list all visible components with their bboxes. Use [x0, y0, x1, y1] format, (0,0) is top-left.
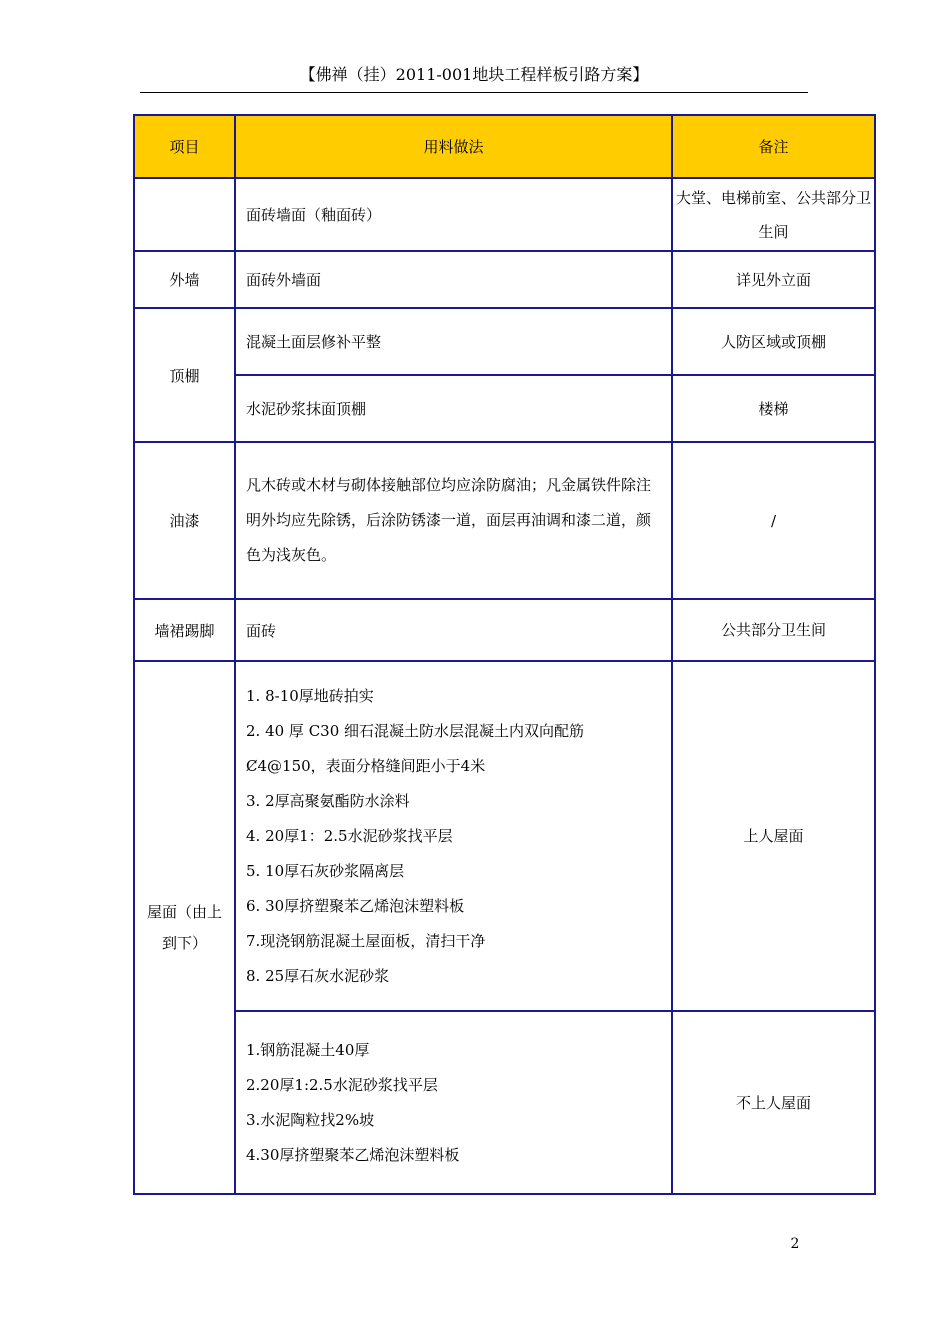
row-item-cell: 顶棚: [134, 308, 235, 442]
row-note-cell: 不上人屋面: [672, 1011, 875, 1194]
page-header-title: 【佛禅（挂）2011-001地块工程样板引路方案】: [299, 65, 649, 84]
table-row: [134, 375, 875, 442]
list-item: 2. 40 厚 C30 细石混凝土防水层混凝土内双向配筋Ȼ4@150，表面分格缝间距小于4米: [246, 721, 585, 775]
row-item-cell: 屋面（由上到下）: [134, 661, 235, 1194]
row-method-cell: 面砖: [235, 599, 672, 661]
row-note-cell: /: [672, 442, 875, 599]
row-note-cell: 人防区域或顶棚: [672, 308, 875, 375]
row-note-cell: 公共部分卫生间: [672, 599, 875, 661]
table-row: [134, 661, 875, 1011]
list-item: 3. 2厚高聚氨酯防水涂料: [246, 791, 410, 810]
row-item-cell: 油漆: [134, 442, 235, 599]
list-item: 1.钢筋混凝土40厚: [246, 1040, 370, 1059]
row-method-cell: 面砖墙面（釉面砖）: [235, 178, 672, 251]
list-item: 2.20厚1:2.5水泥砂浆找平层: [246, 1075, 438, 1094]
list-item: 7.现浇钢筋混凝土屋面板，清扫干净: [246, 931, 486, 950]
header-divider: [140, 92, 808, 93]
roof-layer-list: [246, 1033, 663, 1173]
row-item-cell: [134, 178, 235, 251]
row-method-cell: 混凝土面层修补平整: [235, 308, 672, 375]
row-method-cell: [235, 661, 672, 1011]
list-item: 6. 30厚挤塑聚苯乙烯泡沫塑料板: [246, 896, 465, 915]
row-method-cell: [235, 1011, 672, 1194]
column-header-note: 备注: [672, 115, 875, 178]
column-header-item: 项目: [134, 115, 235, 178]
list-item: 4. 20厚1：2.5水泥砂浆找平层: [246, 826, 453, 845]
column-header-method: 用料做法: [235, 115, 672, 178]
table-header-row: [134, 115, 875, 178]
page-number: 2: [790, 1236, 800, 1252]
row-item-cell: 外墙: [134, 251, 235, 308]
table-row: [134, 178, 875, 251]
construction-spec-table: [133, 114, 876, 1195]
row-note-cell: 楼梯: [672, 375, 875, 442]
row-method-cell: 面砖外墙面: [235, 251, 672, 308]
table-row: [134, 599, 875, 661]
table-row: [134, 442, 875, 599]
list-item: 1. 8-10厚地砖拍实: [246, 686, 374, 705]
list-item: 3.水泥陶粒找2%坡: [246, 1110, 375, 1129]
row-note-cell: 上人屋面: [672, 661, 875, 1011]
list-item: 8. 25厚石灰水泥砂浆: [246, 966, 390, 985]
row-note-cell: 大堂、电梯前室、公共部分卫生间: [672, 178, 875, 251]
table-row: [134, 251, 875, 308]
row-item-cell: 墙裙踢脚: [134, 599, 235, 661]
table-row: [134, 308, 875, 375]
row-method-cell: 凡木砖或木材与砌体接触部位均应涂防腐油；凡金属铁件除注明外均应先除锈，后涂防锈漆一道，面层再油调和漆二道，颜色为浅灰色。: [235, 442, 672, 599]
table-row: [134, 1011, 875, 1194]
roof-layer-list: [246, 679, 663, 994]
row-method-cell: 水泥砂浆抹面顶棚: [235, 375, 672, 442]
row-note-cell: 详见外立面: [672, 251, 875, 308]
list-item: 4.30厚挤塑聚苯乙烯泡沫塑料板: [246, 1145, 460, 1164]
list-item: 5. 10厚石灰砂浆隔离层: [246, 861, 405, 880]
